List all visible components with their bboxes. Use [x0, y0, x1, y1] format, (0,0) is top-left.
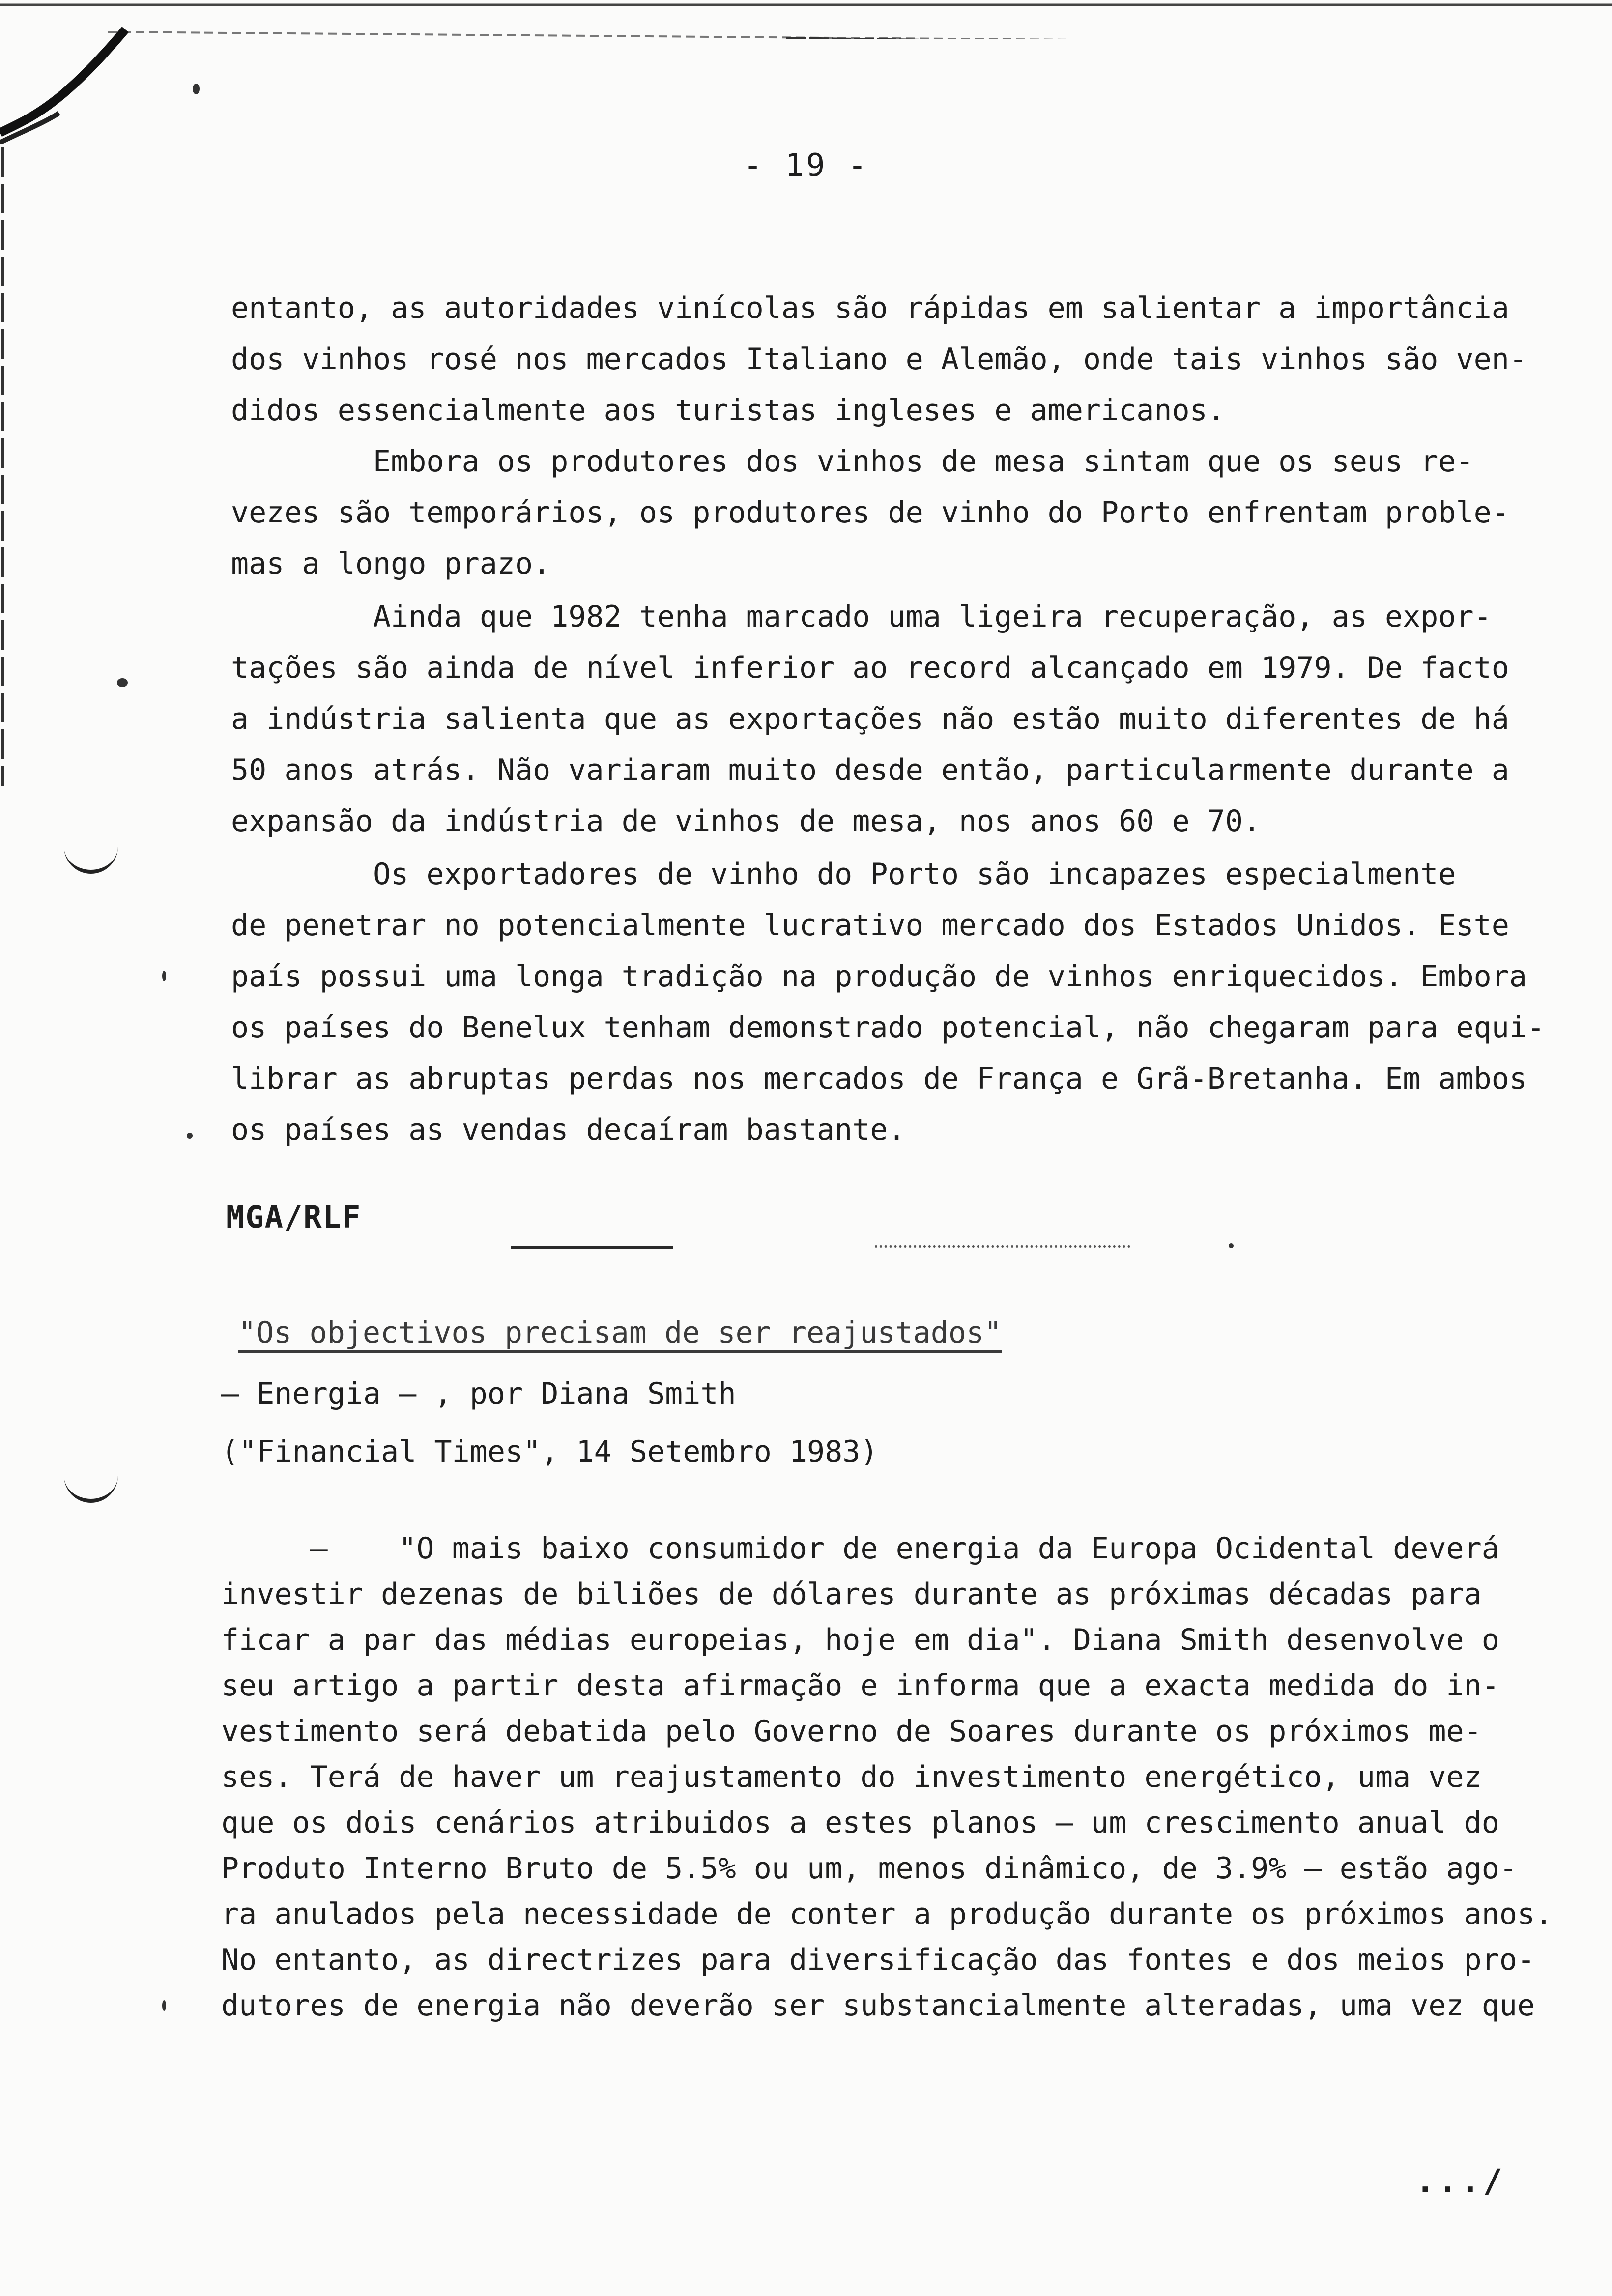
text-line: didos essencialmente aos turistas ingleses e americanos.	[231, 393, 1225, 428]
binding-edge	[0, 147, 12, 786]
text-line: librar as abruptas perdas nos mercados de França e Grã-Bretanha. Em ambos	[231, 1062, 1527, 1096]
page-number: - 19 -	[743, 147, 869, 184]
article-section-author: – Energia – , por Diana Smith	[221, 1377, 736, 1411]
text-line: – "O mais baixo consumidor de energia da Europa Ocidental deverá	[221, 1531, 1499, 1566]
text-line: de penetrar no potencialmente lucrativo mercado dos Estados Unidos. Este	[231, 908, 1509, 943]
ink-speck	[162, 971, 166, 981]
separator-line	[511, 1246, 673, 1249]
ink-speck	[162, 2000, 166, 2011]
text-line: Embora os produtores dos vinhos de mesa sintam que os seus re-	[231, 444, 1474, 479]
text-line: ficar a par das médias europeias, hoje em dia". Diana Smith desenvolve o	[221, 1623, 1499, 1657]
text-line: vezes são temporários, os produtores de vinho do Porto enfrentam proble-	[231, 495, 1509, 530]
text-line: Produto Interno Bruto de 5.5% ou um, menos dinâmico, de 3.9% – estão ago-	[221, 1851, 1517, 1886]
punch-hole-mark	[64, 1464, 118, 1503]
ink-speck	[1229, 1243, 1234, 1248]
text-line: No entanto, as directrizes para diversificação das fontes e dos meios pro-	[221, 1943, 1535, 1977]
body-paragraph	[231, 849, 1578, 1155]
text-line: expansão da indústria de vinhos de mesa, nos anos 60 e 70.	[231, 804, 1261, 838]
ink-speck	[187, 1133, 193, 1139]
continuation-dots: ...	[1415, 2162, 1483, 2200]
continuation-mark	[1415, 2162, 1505, 2200]
article-body	[221, 1526, 1592, 2029]
text-line: seu artigo a partir desta afirmação e informa que a exacta medida do in-	[221, 1668, 1499, 1703]
author-initials: MGA/RLF	[226, 1199, 362, 1235]
text-line: entanto, as autoridades vinícolas são rápidas em salientar a importância	[231, 291, 1509, 325]
text-line: ra anulados pela necessidade de conter a produção durante os próximos anos.	[221, 1897, 1553, 1931]
text-line: dutores de energia não deverão ser substancialmente alteradas, uma vez que	[221, 1988, 1535, 2023]
text-line: os países as vendas decaíram bastante.	[231, 1113, 906, 1147]
text-line: ses. Terá de haver um reajustamento do investimento energético, uma vez	[221, 1760, 1482, 1794]
text-line: mas a longo prazo.	[231, 546, 551, 581]
body-paragraph	[231, 591, 1578, 847]
text-line: tações são ainda de nível inferior ao record alcançado em 1979. De facto	[231, 651, 1509, 685]
corner-stroke-mark	[0, 20, 157, 167]
separator-dots	[875, 1245, 1130, 1248]
text-line: que os dois cenários atribuidos a estes planos – um crescimento anual do	[221, 1806, 1499, 1840]
top-border-rule	[0, 0, 1612, 39]
text-line: investir dezenas de biliões de dólares durante as próximas décadas para	[221, 1577, 1482, 1611]
ink-speck	[193, 84, 200, 94]
ink-speck	[117, 678, 128, 687]
text-line: país possui uma longa tradição na produção de vinhos enriquecidos. Embora	[231, 959, 1527, 994]
article-title: "Os objectivos precisam de ser reajustados"	[238, 1316, 1002, 1350]
text-line: vestimento será debatida pelo Governo de Soares durante os próximos me-	[221, 1714, 1482, 1749]
article-source: ("Financial Times", 14 Setembro 1983)	[221, 1435, 878, 1469]
punch-hole-mark	[64, 835, 118, 874]
body-paragraph	[231, 283, 1578, 589]
text-line: dos vinhos rosé nos mercados Italiano e Alemão, onde tais vinhos são ven-	[231, 342, 1527, 376]
text-line: a indústria salienta que as exportações não estão muito diferentes de há	[231, 702, 1509, 736]
text-line: os países do Benelux tenham demonstrado potencial, não chegaram para equi-	[231, 1010, 1545, 1045]
text-line: Ainda que 1982 tenha marcado uma ligeira recuperação, as expor-	[231, 600, 1492, 634]
continuation-slash: /	[1483, 2162, 1505, 2200]
text-line: 50 anos atrás. Não variaram muito desde então, particularmente durante a	[231, 753, 1509, 787]
text-line: Os exportadores de vinho do Porto são incapazes especialmente	[231, 857, 1456, 891]
